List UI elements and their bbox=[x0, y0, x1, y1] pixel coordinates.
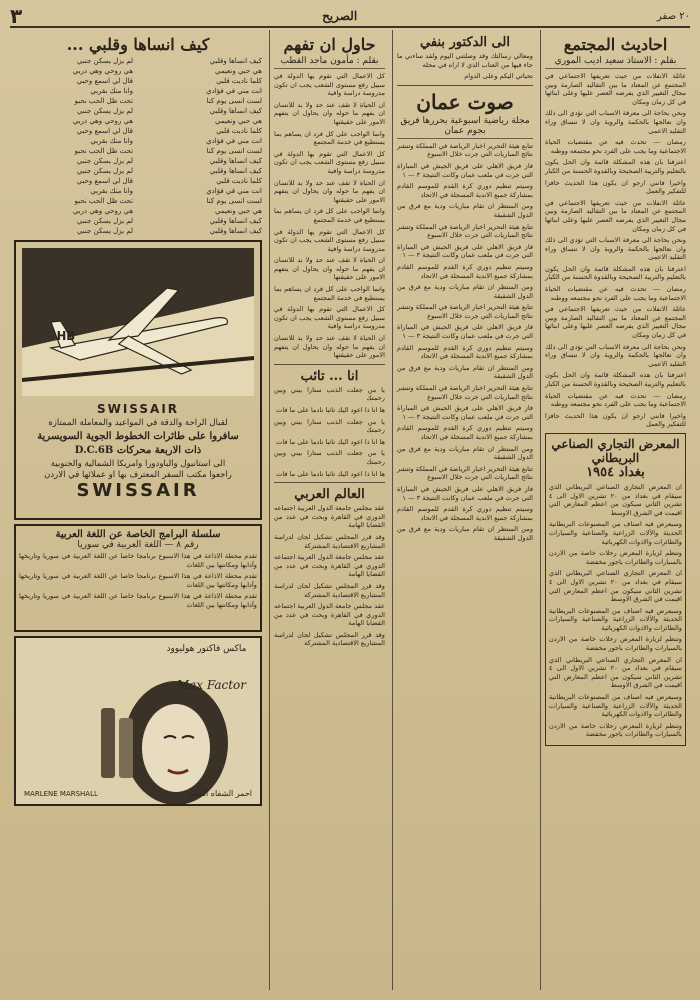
paragraph: ها انا ذا اعود اليك تائبا نادما على ما فات bbox=[276, 469, 385, 478]
paragraph: ونحن بحاجة الى معرفة الاسباب التي تؤدي الى ذلك وان نعالجها بالحكمة والروية وان لا ننساق وراء التقليد الاعمى bbox=[545, 342, 686, 368]
paragraph: يا من جعلت الذنب ستارا بيني وبين رحمتك bbox=[274, 417, 385, 435]
paragraph: ان الحياة لا تقف عند حد ولا بد للانسان ان يفهم ما حوله وان يحاول ان يتفهم الامور على حقيقتها bbox=[274, 256, 385, 282]
poem-verse bbox=[14, 226, 262, 236]
paragraph: وتنظم لزيارة المعرض رحلات خاصة من الاردن بالسيارات والطائرات باجور مخفضة bbox=[549, 721, 682, 739]
article-byline: بقلم : الاستاذ سعيد اديب الموري bbox=[545, 56, 686, 69]
opinion-body bbox=[274, 72, 385, 360]
paragraph: اعترفنا بان هذه المشكلة قائمة وان الحل يكون بالتعليم والتربية الصحيحة وبالقدوة الحسنة من الكبار bbox=[545, 158, 686, 175]
paragraph: وسيعرض فيه اصناف من المصنوعات البريطانية الحديثة والآلات الزراعية والصناعية والسيارات والطائرات والادوات الكهربائية bbox=[549, 693, 682, 719]
aircraft-tail-marking: HB bbox=[56, 328, 76, 344]
paragraph: كل الاعمال التي تقوم بها الدولة في سبيل رفع مستوى الشعب يجب ان تكون مدروسة دراسة وافية bbox=[274, 227, 385, 253]
paragraph: ومعالي رسالتك وقد وصلتني اليوم ولقد ساءني ما جاء فيها من العتاب الذي لا اراه في محله bbox=[397, 52, 533, 69]
hemistich: هي حبي ونعيمي bbox=[215, 67, 262, 75]
paragraph: ان المعرض التجاري الصناعي البريطاني الذي سيقام في بغداد من ٢٠ تشرين الاول الى ٤ تشرين الثاني سيكون من اعظم المعارض التي اقيمت في الشرق الاوسط bbox=[549, 655, 682, 690]
poem-body bbox=[14, 56, 262, 236]
paragraph: فاز فريق الاهلي على فريق الجيش في المباراة التي جرت في ملعب عمان وكانت النتيجة ٣ — ١ bbox=[397, 242, 533, 260]
portrait-illustration bbox=[16, 638, 262, 804]
ad-line: الى استانبول والباودورا وامريكا الشمالية والجنوبية bbox=[50, 459, 226, 469]
paragraph: ومن المنتظر ان تقام مباريات ودية مع فرق من الدول الشقيقة bbox=[397, 363, 533, 381]
paragraph: وقد قرر المجلس تشكيل لجان لدراسة المشاريع الاقتصادية المشتركة bbox=[274, 532, 385, 550]
paragraph: تتابع هيئة التحرير اخبار الرياضة في المملكة وتنشر نتائج المباريات التي جرت خلال الاسبوع bbox=[397, 303, 533, 320]
page-number: ٣ bbox=[10, 4, 23, 28]
paragraph: ان الحياة لا تقف عند حد ولا بد للانسان ان يفهم ما حوله وان يحاول ان يتفهم الامور على حقيقتها bbox=[274, 178, 385, 204]
hemistich: لم يزل يسكن جنبي bbox=[76, 157, 134, 165]
poem-verse bbox=[14, 166, 262, 176]
letter-title: الى الدكتور بنفي bbox=[420, 35, 510, 50]
poem-verse bbox=[14, 106, 262, 116]
cosmetics-caption: MARLENE MARSHALL bbox=[24, 790, 98, 798]
hemistich: هي حبي ونعيمي bbox=[215, 117, 262, 125]
paragraph: وانما الواجب على كل فرد ان يساهم بما يستطيع في خدمة المجتمع bbox=[274, 207, 385, 224]
cosmetics-brand-ar: ماكس فاكتور هوليوود bbox=[166, 644, 247, 654]
poem-verse bbox=[14, 96, 262, 106]
paragraph: رمضان — تحدث فيه عن مقتضيات الحياة الاجتماعية وما يجب على الفرد نحو مجتمعه ووطنه bbox=[545, 391, 686, 409]
paragraph: ومن المنتظر ان تقام مباريات ودية مع فرق من الدول الشقيقة bbox=[397, 202, 533, 219]
divider bbox=[397, 85, 533, 86]
paragraph: كل الاعمال التي تقوم بها الدولة في سبيل رفع مستوى الشعب يجب ان تكون مدروسة دراسة وافية bbox=[274, 305, 385, 331]
hemistich: قال لي اسمع وحبي bbox=[76, 127, 134, 135]
hemistich: لم يزل يسكن جنبي bbox=[76, 227, 134, 235]
expo-subtitle: بغداد ١٩٥٤ bbox=[586, 464, 645, 480]
paragraph: فاز فريق الاهلي على فريق الجيش في المباراة التي جرت في ملعب عمان وكانت النتيجة ٣ — ١ bbox=[397, 484, 533, 502]
main-body bbox=[397, 142, 533, 543]
paragraph: واخيرا فانني ارجو ان يكون هذا الحديث حافزا للتفكير والعمل bbox=[545, 178, 686, 196]
hemistich: كلما ناديت قلبي bbox=[216, 77, 262, 85]
poem-title: كيف انساها وقلبي ... bbox=[66, 35, 210, 54]
paragraph: يا من جعلت الذنب ستارا بيني وبين رحمتك bbox=[274, 449, 385, 466]
paragraph: وسيتم تنظيم دوري كرة القدم للموسم القادم بمشاركة جميع الاندية المسجلة في الاتحاد bbox=[397, 424, 533, 441]
poem-verse bbox=[14, 146, 262, 156]
poem-verse bbox=[14, 76, 262, 86]
paragraph: رمضان — تحدث فيه عن مقتضيات الحياة الاجتماعية وما يجب على الفرد نحو مجتمعه ووطنه bbox=[545, 138, 686, 155]
swissair-advertisement bbox=[14, 240, 262, 520]
series-body bbox=[19, 552, 257, 610]
ad-line: سافروا على طائرات الخطوط الجوية السويسرية bbox=[37, 431, 239, 442]
paragraph: عقد مجلس جامعة الدول العربية اجتماعه الدوري في القاهرة وبحث في عدد من القضايا الهامة bbox=[274, 602, 385, 628]
hemistich: لست انسى يوم كنا bbox=[206, 197, 262, 205]
face-shape bbox=[142, 704, 210, 792]
paragraph: ها انا ذا اعود اليك تائبا نادما على ما فات bbox=[276, 406, 385, 414]
paragraph: تتابع هيئة التحرير اخبار الرياضة في المملكة وتنشر نتائج المباريات التي جرت خلال الاسبوع bbox=[397, 141, 533, 159]
paragraph: وسيعرض فيه اصناف من المصنوعات البريطانية الحديثة والآلات الزراعية والصناعية والسيارات والطائرات والادوات الكهربائية bbox=[549, 520, 682, 546]
paragraph: كل الاعمال التي تقوم بها الدولة في سبيل رفع مستوى الشعب يجب ان تكون مدروسة دراسة وافية bbox=[274, 149, 385, 175]
poem-verse bbox=[14, 156, 262, 166]
paragraph: ان الحياة لا تقف عند حد ولا بد للانسان ان يفهم ما حوله وان يحاول ان يتفهم الامور على حقيقتها bbox=[274, 334, 385, 360]
hemistich: انت مني في فؤادي bbox=[206, 137, 262, 145]
column-society bbox=[540, 30, 690, 990]
paragraph: يا من جعلت الذنب ستارا بيني وبين رحمتك bbox=[274, 385, 385, 403]
hemistich: هي روحي وهي دربي bbox=[72, 67, 134, 75]
series-title: سلسلة البرامج الخاصة عن اللغة العربية bbox=[55, 529, 221, 540]
paragraph: واخيرا فانني ارجو ان يكون هذا الحديث حافزا للتفكير والعمل bbox=[545, 411, 686, 429]
paragraph: ومن المنتظر ان تقام مباريات ودية مع فرق من الدول الشقيقة bbox=[397, 444, 533, 462]
poem-verse bbox=[14, 196, 262, 206]
swissair-brand-bottom: SWISSAIR bbox=[76, 480, 200, 501]
paragraph: ها انا ذا اعود اليك تائبا نادما على ما فات bbox=[276, 437, 385, 446]
hemistich: وانا منك بقربي bbox=[90, 187, 134, 195]
hemistich: كيف انساها وقلبي bbox=[209, 107, 262, 115]
paragraph: وقد قرر المجلس تشكيل لجان لدراسة المشاريع الاقتصادية المشتركة bbox=[274, 630, 385, 648]
cosmetics-brand-en: Max Factor bbox=[176, 678, 246, 692]
arab-world-body bbox=[274, 504, 385, 648]
hemistich: لم يزل يسكن جنبي bbox=[76, 57, 134, 65]
swissair-brand-top: SWISSAIR bbox=[96, 402, 180, 416]
lipstick-icon bbox=[101, 708, 115, 778]
hemistich: كلما ناديت قلبي bbox=[216, 177, 262, 185]
paragraph: تتابع هيئة التحرير اخبار الرياضة في المملكة وتنشر نتائج المباريات التي جرت خلال الاسبوع bbox=[397, 222, 533, 240]
expo-body bbox=[549, 483, 682, 739]
hemistich: كيف انساها وقلبي bbox=[209, 227, 262, 235]
poem-verse bbox=[14, 126, 262, 136]
hemistich: تحت ظل الحب نحبو bbox=[74, 147, 134, 155]
paragraph: ومن المنتظر ان تقام مباريات ودية مع فرق من الدول الشقيقة bbox=[397, 283, 533, 300]
expo-box bbox=[545, 433, 686, 746]
paragraph: ان الحياة لا تقف عند حد ولا بد للانسان ان يفهم ما حوله وان يحاول ان يتفهم الامور على حقيقتها bbox=[274, 100, 385, 126]
article-title: احاديث المجتمع bbox=[563, 35, 668, 54]
issue-date: ٢٠ صفر bbox=[657, 10, 690, 22]
hemistich: لم يزل يسكن جنبي bbox=[76, 107, 134, 115]
hemistich: لم يزل يسكن جنبي bbox=[76, 167, 134, 175]
paragraph: فاز فريق الاهلي على فريق الجيش في المباراة التي جرت في ملعب عمان وكانت النتيجة ٣ — ١ bbox=[397, 161, 533, 179]
paragraph: رمضان — تحدث فيه عن مقتضيات الحياة الاجتماعية وما يجب على الفرد نحو مجتمعه ووطنه bbox=[545, 285, 686, 302]
paragraph: ونحن بحاجة الى معرفة الاسباب التي تؤدي الى ذلك وان نعالجها بالحكمة والروية وان لا ننساق وراء التقليد الاعمى bbox=[545, 236, 686, 262]
paragraph: فاز فريق الاهلي على فريق الجيش في المباراة التي جرت في ملعب عمان وكانت النتيجة ٣ — ١ bbox=[397, 323, 533, 341]
paragraph: عائلة الانفلات من حيث تعريفها الاجتماعي في المجتمع عن المعتاد ما بين التقاليد الصارمة وبين مجال التغيير الذي يفرضه العصر عليها وعلى ابنائها في كل زمان ومكان bbox=[545, 198, 686, 233]
newspaper-name: الصريح bbox=[322, 9, 358, 23]
hemistich: وانا منك بقربي bbox=[90, 87, 134, 95]
cosmetics-tagline: احمر الشفاه الجديد bbox=[187, 789, 252, 798]
hemistich: تحت ظل الحب نحبو bbox=[74, 197, 134, 205]
paragraph: تقدم محطة الاذاعة في هذا الاسبوع برنامجا خاصا عن اللغة العربية في سوريا وتاريخها وآدابها ومكانتها بين اللغات bbox=[19, 592, 257, 609]
main-subtitle: مجلة رياضية اسبوعية يحررها فريق بجوم عمان bbox=[397, 116, 533, 139]
paragraph: عقد مجلس جامعة الدول العربية اجتماعه الدوري في القاهرة وبحث في عدد من القضايا الهامة bbox=[274, 553, 385, 579]
poem-verse bbox=[14, 176, 262, 186]
paragraph: اعترفنا بان هذه المشكلة قائمة وان الحل يكون بالتعليم والتربية الصحيحة وبالقدوة الحسنة من الكبار bbox=[545, 371, 686, 388]
airplane-icon bbox=[22, 248, 254, 396]
hemistich: لم يزل يسكن جنبي bbox=[76, 217, 134, 225]
column-opinion bbox=[269, 30, 389, 990]
letter-body bbox=[397, 52, 533, 81]
hemistich: هي روحي وهي دربي bbox=[72, 117, 134, 125]
opinion-title: حاول ان تفهم bbox=[283, 35, 376, 54]
paragraph: عائلة الانفلات من حيث تعريفها الاجتماعي في المجتمع عن المعتاد ما بين التقاليد الصارمة وبين مجال التغيير الذي يفرضه العصر عليها وعلى ابنائها في كل زمان ومكان bbox=[545, 72, 686, 106]
poem-verse bbox=[14, 86, 262, 96]
hemistich: لست انسى يوم كنا bbox=[206, 147, 262, 155]
arab-world-title: العالم العربي bbox=[294, 487, 365, 503]
penitent-body bbox=[274, 386, 385, 478]
paragraph: وقد قرر المجلس تشكيل لجان لدراسة المشاريع الاقتصادية المشتركة bbox=[274, 581, 385, 599]
hemistich: قال لي اسمع وحبي bbox=[76, 77, 134, 85]
poem-verse bbox=[14, 216, 262, 226]
paragraph: وانما الواجب على كل فرد ان يساهم بما يستطيع في خدمة المجتمع bbox=[274, 285, 385, 302]
poem-verse bbox=[14, 116, 262, 126]
ad-line: ذات الاربعة محركات D.C.6B bbox=[74, 445, 202, 456]
paragraph: وسيتم تنظيم دوري كرة القدم للموسم القادم بمشاركة جميع الاندية المسجلة في الاتحاد bbox=[397, 505, 533, 522]
arabic-series-notice bbox=[14, 524, 262, 632]
hemistich: تحت ظل الحب نحبو bbox=[74, 97, 134, 105]
divider bbox=[274, 482, 385, 483]
opinion-byline: بقلم : مأمون ماجد القطب bbox=[274, 56, 385, 69]
paragraph: ومن المنتظر ان تقام مباريات ودية مع فرق من الدول الشقيقة bbox=[397, 525, 533, 542]
paragraph: عائلة الانفلات من حيث تعريفها الاجتماعي في المجتمع عن المعتاد ما بين التقاليد الصارمة وبين مجال التغيير الذي يفرضه العصر عليها وعلى ابنائها في كل زمان ومكان bbox=[545, 305, 686, 340]
poem-verse bbox=[14, 186, 262, 196]
paragraph: وسيتم تنظيم دوري كرة القدم للموسم القادم بمشاركة جميع الاندية المسجلة في الاتحاد bbox=[397, 343, 533, 361]
hemistich: قال لي اسمع وحبي bbox=[76, 177, 134, 185]
paragraph: ونحن بحاجة الى معرفة الاسباب التي تؤدي الى ذلك وان نعالجها بالحكمة والروية وان لا ننساق وراء التقليد الاعمى bbox=[545, 109, 686, 135]
hemistich: هي روحي وهي دربي bbox=[72, 207, 134, 215]
paragraph: ان المعرض التجاري الصناعي البريطاني الذي سيقام في بغداد من ٢٠ تشرين الاول الى ٤ تشرين الثاني سيكون من اعظم المعارض التي اقيمت في الشرق الاوسط bbox=[549, 482, 682, 517]
paragraph: ان المعرض التجاري الصناعي البريطاني الذي سيقام في بغداد من ٢٠ تشرين الاول الى ٤ تشرين الثاني سيكون من اعظم المعارض التي اقيمت في الشرق الاوسط bbox=[549, 569, 682, 604]
hemistich: كيف انساها وقلبي bbox=[209, 217, 262, 225]
column-poem-and-ads bbox=[10, 30, 266, 990]
hemistich: انت مني في فؤادي bbox=[206, 87, 262, 95]
article-body bbox=[545, 72, 686, 429]
paragraph: تقدم محطة الاذاعة في هذا الاسبوع برنامجا خاصا عن اللغة العربية في سوريا وتاريخها وآدابها ومكانتها بين اللغات bbox=[19, 572, 257, 589]
paragraph: وانما الواجب على كل فرد ان يساهم بما يستطيع في خدمة المجتمع bbox=[274, 129, 385, 147]
paragraph: كل الاعمال التي تقوم بها الدولة في سبيل رفع مستوى الشعب يجب ان تكون مدروسة دراسة وافية bbox=[274, 72, 385, 98]
paragraph: وسيتم تنظيم دوري كرة القدم للموسم القادم بمشاركة جميع الاندية المسجلة في الاتحاد bbox=[397, 182, 533, 199]
series-subtitle: رقم ٨ — اللغة العربية في سوريا bbox=[77, 540, 199, 550]
paragraph: تتابع هيئة التحرير اخبار الرياضة في المملكة وتنشر نتائج المباريات التي جرت خلال الاسبوع bbox=[397, 384, 533, 401]
hemistich: وانا منك بقربي bbox=[90, 137, 134, 145]
paragraph: وتنظم لزيارة المعرض رحلات خاصة من الاردن بالسيارات والطائرات باجور مخفضة bbox=[549, 635, 682, 653]
hemistich: هي حبي ونعيمي bbox=[215, 207, 262, 215]
hemistich: كيف انساها وقلبي bbox=[209, 157, 262, 165]
paragraph: تحياتي اليكم وعلى الدوام bbox=[464, 72, 533, 81]
hemistich: كيف انساها وقلبي bbox=[209, 167, 262, 175]
masthead-bar bbox=[10, 6, 690, 28]
paragraph: فاز فريق الاهلي على فريق الجيش في المباراة التي جرت في ملعب عمان وكانت النتيجة ٣ — ١ bbox=[397, 404, 533, 421]
penitent-title: انا ... تائب bbox=[300, 368, 359, 384]
main-title: صوت عمان bbox=[416, 89, 514, 114]
expo-title: المعرض التجاري الصناعي البريطاني bbox=[551, 436, 680, 465]
hemistich: انت مني في فؤادي bbox=[206, 187, 262, 195]
paragraph: تتابع هيئة التحرير اخبار الرياضة في المملكة وتنشر نتائج المباريات التي جرت خلال الاسبوع bbox=[397, 464, 533, 482]
paragraph: وسيتم تنظيم دوري كرة القدم للموسم القادم بمشاركة جميع الاندية المسجلة في الاتحاد bbox=[397, 262, 533, 280]
divider bbox=[274, 364, 385, 365]
hemistich: كيف انساها وقلبي bbox=[209, 57, 262, 65]
hemistich: لست انسى يوم كنا bbox=[206, 97, 262, 105]
ad-line: لقبال الراحة والدقة في المواعيد والمعاملة الممتازة bbox=[48, 418, 228, 428]
column-letter-and-sports bbox=[392, 30, 537, 990]
lipstick-icon bbox=[119, 718, 133, 778]
poem-verse bbox=[14, 136, 262, 146]
paragraph: عقد مجلس جامعة الدول العربية اجتماعه الدوري في القاهرة وبحث في عدد من القضايا الهامة bbox=[274, 504, 385, 530]
poem-verse bbox=[14, 66, 262, 76]
poem-verse bbox=[14, 56, 262, 66]
ad-line: راجعوا مكتب السفر المعترف بها او عملائها في الاردن bbox=[44, 470, 232, 480]
paragraph: اعترفنا بان هذه المشكلة قائمة وان الحل يكون بالتعليم والتربية الصحيحة وبالقدوة الحسنة من الكبار bbox=[545, 264, 686, 282]
paragraph: وسيعرض فيه اصناف من المصنوعات البريطانية الحديثة والآلات الزراعية والصناعية والسيارات والطائرات والادوات الكهربائية bbox=[549, 606, 682, 632]
cosmetics-advertisement bbox=[14, 636, 262, 806]
poem-verse bbox=[14, 206, 262, 216]
hemistich: كلما ناديت قلبي bbox=[216, 127, 262, 135]
paragraph: تقدم محطة الاذاعة في هذا الاسبوع برنامجا خاصا عن اللغة العربية في سوريا وتاريخها وآدابها ومكانتها بين اللغات bbox=[19, 552, 257, 569]
paragraph: وتنظم لزيارة المعرض رحلات خاصة من الاردن بالسيارات والطائرات باجور مخفضة bbox=[549, 549, 682, 566]
